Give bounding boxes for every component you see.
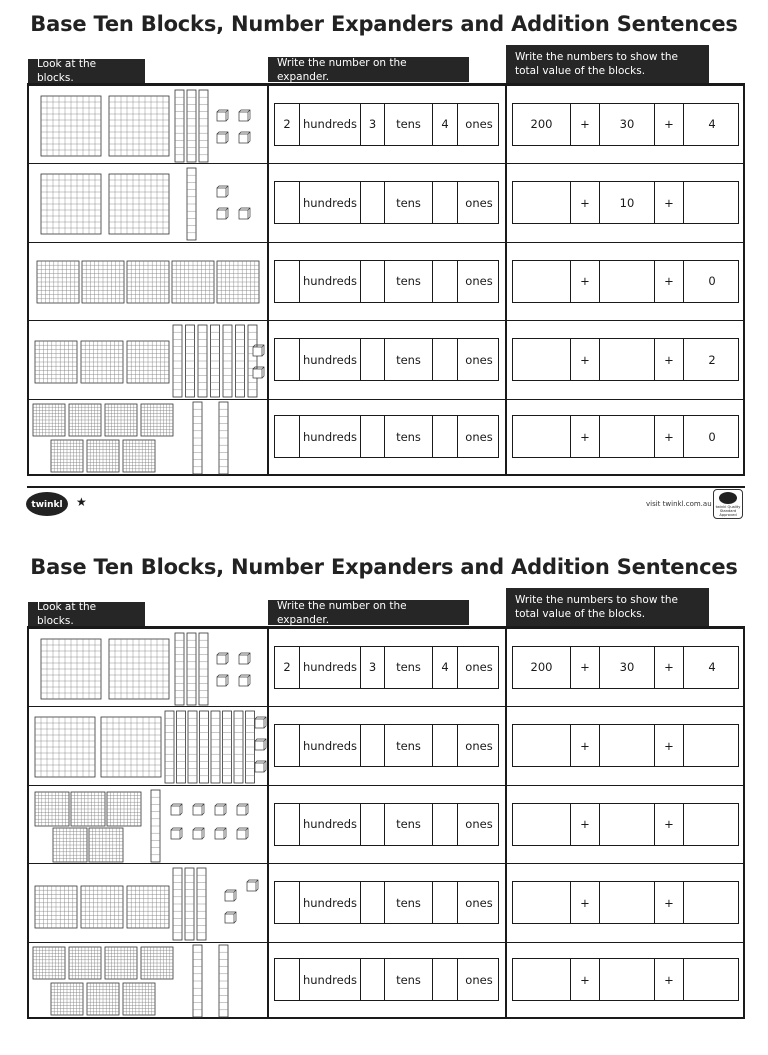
base-ten-blocks [29,943,267,1017]
addition-sentence [512,338,739,381]
addition-sentence [512,803,739,846]
one-cube [193,828,204,839]
ones-digit[interactable] [432,959,457,1000]
ones-label: ones [457,804,500,845]
hundred-flat [51,983,83,1015]
ones-value[interactable]: 4 [683,104,740,145]
hundred-flat [87,983,119,1015]
tens-label: tens [384,647,432,688]
plus-sign: + [654,104,683,145]
hundred-flat [51,440,83,472]
base-ten-blocks [29,164,267,242]
one-cube [225,890,236,901]
ones-value[interactable]: 0 [683,261,740,302]
blocks-drawing [29,243,267,321]
addition-sentence [512,646,739,689]
ones-value[interactable] [683,882,740,923]
ten-rod [199,633,208,705]
one-cube [217,208,228,219]
ones-digit[interactable] [432,882,457,923]
blocks-drawing [29,400,267,475]
one-cube [239,132,250,143]
table-row [29,628,743,706]
tens-label: tens [384,416,432,457]
plus-sign: + [570,882,599,923]
addition-sentence [512,260,739,303]
ten-rod [151,790,160,862]
ten-rod [236,325,245,397]
addition-sentence [512,724,739,767]
hundred-flat [41,639,101,699]
ones-label: ones [457,261,500,302]
table-row [29,320,743,399]
number-expander [274,803,499,846]
hundred-flat [127,261,169,303]
hundreds-digit[interactable] [275,959,299,1000]
ones-label: ones [457,647,500,688]
addition-sentence [512,181,739,224]
ten-rod [173,868,182,940]
hundred-flat [35,341,77,383]
one-cube [247,880,258,891]
blocks-drawing [29,943,267,1018]
ten-rod [186,325,195,397]
one-cube [215,804,226,815]
tens-value[interactable] [599,804,654,845]
ones-label: ones [457,725,500,766]
hundred-flat [217,261,259,303]
one-cube [239,110,250,121]
tens-value[interactable]: 30 [599,647,654,688]
one-cube [255,739,266,750]
ten-rod [197,868,206,940]
hundreds-value[interactable]: 200 [530,117,553,131]
table-row [29,85,743,163]
tens-label: tens [384,104,432,145]
number-expander [274,415,499,458]
svg-text:twinkl: twinkl [31,500,63,510]
base-ten-blocks [29,86,267,163]
ones-value[interactable]: 2 [683,339,740,380]
header-expander: Write the number on the expander. [268,600,469,625]
star-icon: ★ [76,495,87,509]
one-cube [239,208,250,219]
ones-value[interactable]: 4 [683,647,740,688]
one-cube [217,132,228,143]
hundred-flat [127,341,169,383]
ten-rod [199,90,208,162]
base-ten-blocks [29,243,267,320]
tens-digit[interactable] [360,804,384,845]
hundred-flat [53,828,87,862]
tens-label: tens [384,804,432,845]
base-ten-blocks [29,629,267,706]
base-ten-blocks [29,707,267,785]
ones-digit[interactable]: 4 [432,104,457,145]
table-row [29,242,743,320]
one-cube [217,675,228,686]
number-expander [274,646,499,689]
ones-value[interactable]: 0 [683,416,740,457]
plus-sign: + [570,959,599,1000]
table-row [29,942,743,1017]
hundred-flat [82,261,124,303]
hundred-flat [33,947,65,979]
quality-badge: twinkl Quality Standard Approved [713,489,743,519]
ones-label: ones [457,339,500,380]
hundred-flat [35,717,95,777]
hundred-flat [37,261,79,303]
ones-label: ones [457,416,500,457]
ten-rod [187,90,196,162]
hundred-flat [109,639,169,699]
hundred-flat [123,983,155,1015]
plus-sign: + [654,339,683,380]
hundred-flat [41,174,101,234]
page-title: Base Ten Blocks, Number Expanders and Addition Sentences [30,555,738,579]
plus-sign: + [654,416,683,457]
hundreds-value[interactable] [513,725,570,766]
tens-digit[interactable] [360,261,384,302]
ten-rod [187,633,196,705]
plus-sign: + [570,182,599,223]
number-expander [274,724,499,767]
one-cube [239,653,250,664]
ten-rod [219,945,228,1017]
hundreds-label: hundreds [299,416,360,457]
blocks-drawing [29,164,267,243]
one-cube [217,186,228,197]
hundreds-value[interactable] [513,182,570,223]
hundreds-value[interactable] [513,959,570,1000]
ones-label: ones [457,959,500,1000]
tens-digit[interactable] [360,959,384,1000]
header-expander: Write the number on the expander. [268,57,469,82]
header-look: Look at the blocks. [28,602,145,626]
ten-rod [211,711,220,783]
hundred-flat [105,947,137,979]
ones-value[interactable] [683,804,740,845]
one-cube [215,828,226,839]
number-expander [274,103,499,146]
hundreds-label: hundreds [299,647,360,688]
number-expander [274,260,499,303]
tens-value[interactable] [599,725,654,766]
ten-rod [223,711,232,783]
hundreds-value[interactable] [513,261,570,302]
header-look: Look at the blocks. [28,59,145,83]
tens-label: tens [384,182,432,223]
tens-label: tens [384,959,432,1000]
table-row [29,706,743,785]
ten-rod [223,325,232,397]
worksheet-grid [27,83,745,476]
table-row [29,785,743,863]
ten-rod [165,711,174,783]
ten-rod [200,711,209,783]
addition-sentence [512,881,739,924]
worksheet-2 [0,543,768,1055]
ten-rod [193,402,202,474]
hundred-flat [69,404,101,436]
ones-digit[interactable] [432,416,457,457]
number-expander [274,958,499,1001]
hundred-flat [35,886,77,928]
table-row [29,399,743,474]
tens-label: tens [384,725,432,766]
number-expander [274,181,499,224]
tens-label: tens [384,261,432,302]
hundred-flat [87,440,119,472]
hundreds-label: hundreds [299,882,360,923]
tens-digit[interactable] [360,339,384,380]
twinkl-logo [25,490,69,518]
page-title: Base Ten Blocks, Number Expanders and Addition Sentences [30,12,738,36]
tens-digit[interactable] [360,725,384,766]
hundred-flat [105,404,137,436]
tens-value[interactable] [599,261,654,302]
blocks-drawing [29,707,267,786]
hundreds-digit[interactable] [275,804,299,845]
ones-digit[interactable] [432,182,457,223]
hundreds-value[interactable] [513,339,570,380]
hundred-flat [81,886,123,928]
hundreds-label: hundreds [299,804,360,845]
tens-value[interactable] [599,959,654,1000]
hundreds-digit[interactable]: 2 [283,660,291,674]
plus-sign: + [654,261,683,302]
ones-digit[interactable] [432,339,457,380]
one-cube [237,804,248,815]
header-total: Write the numbers to show the total value of the blocks. [506,45,709,83]
hundred-flat [109,174,169,234]
base-ten-blocks [29,400,267,474]
hundreds-digit[interactable] [275,882,299,923]
hundred-flat [101,717,161,777]
ones-digit[interactable] [432,725,457,766]
hundred-flat [141,404,173,436]
hundreds-label: hundreds [299,104,360,145]
one-cube [217,653,228,664]
one-cube [217,110,228,121]
one-cube [255,717,266,728]
tens-value[interactable]: 10 [599,182,654,223]
number-expander [274,881,499,924]
ten-rod [234,711,243,783]
blocks-drawing [29,86,267,164]
hundred-flat [89,828,123,862]
hundred-flat [33,404,65,436]
plus-sign: + [654,882,683,923]
hundreds-label: hundreds [299,261,360,302]
one-cube [171,828,182,839]
ones-label: ones [457,104,500,145]
hundreds-value[interactable] [513,416,570,457]
plus-sign: + [654,182,683,223]
plus-sign: + [570,725,599,766]
ones-digit[interactable] [432,804,457,845]
table-row [29,863,743,942]
tens-value[interactable] [599,416,654,457]
ones-label: ones [457,182,500,223]
tens-label: tens [384,882,432,923]
plus-sign: + [570,416,599,457]
one-cube [171,804,182,815]
plus-sign: + [570,647,599,688]
hundred-flat [35,792,69,826]
ones-digit[interactable]: 4 [432,647,457,688]
one-cube [193,804,204,815]
base-ten-blocks [29,321,267,399]
ten-rod [211,325,220,397]
blocks-drawing [29,629,267,707]
ten-rod [175,90,184,162]
worksheet-1 [0,0,768,517]
hundred-flat [141,947,173,979]
hundreds-digit[interactable] [275,725,299,766]
hundred-flat [127,886,169,928]
ones-digit[interactable] [432,261,457,302]
one-cube [255,761,266,772]
ones-label: ones [457,882,500,923]
hundred-flat [69,947,101,979]
hundreds-value[interactable] [513,804,570,845]
tens-digit[interactable]: 3 [360,104,384,145]
header-total: Write the numbers to show the total value of the blocks. [506,588,709,626]
tens-digit[interactable]: 3 [360,647,384,688]
tens-digit[interactable] [360,416,384,457]
ten-rod [248,325,257,397]
hundreds-digit[interactable] [275,416,299,457]
ones-value[interactable] [683,725,740,766]
one-cube [225,912,236,923]
footer-divider [27,486,745,488]
ten-rod [187,168,196,240]
hundred-flat [172,261,214,303]
hundreds-digit[interactable] [275,261,299,302]
ten-rod [175,633,184,705]
hundred-flat [81,341,123,383]
tens-value[interactable] [599,339,654,380]
ones-value[interactable] [683,182,740,223]
hundreds-label: hundreds [299,182,360,223]
base-ten-blocks [29,864,267,942]
footer-url[interactable]: visit twinkl.com.au [646,500,712,508]
ten-rod [193,945,202,1017]
ones-value[interactable] [683,959,740,1000]
tens-value[interactable]: 30 [599,104,654,145]
hundreds-digit[interactable]: 2 [283,117,291,131]
ten-rod [198,325,207,397]
hundred-flat [41,96,101,156]
hundreds-digit[interactable] [275,339,299,380]
plus-sign: + [654,647,683,688]
tens-label: tens [384,339,432,380]
blocks-drawing [29,321,267,400]
plus-sign: + [654,959,683,1000]
plus-sign: + [570,804,599,845]
plus-sign: + [570,261,599,302]
ten-rod [185,868,194,940]
table-row [29,163,743,242]
number-expander [274,338,499,381]
blocks-drawing [29,786,267,864]
ten-rod [246,711,255,783]
hundred-flat [109,96,169,156]
worksheet-grid [27,626,745,1019]
hundred-flat [123,440,155,472]
tens-value[interactable] [599,882,654,923]
hundreds-value[interactable] [513,882,570,923]
plus-sign: + [570,104,599,145]
hundreds-digit[interactable] [275,182,299,223]
tens-digit[interactable] [360,182,384,223]
base-ten-blocks [29,786,267,863]
one-cube [239,675,250,686]
hundred-flat [107,792,141,826]
hundreds-value[interactable]: 200 [530,660,553,674]
hundreds-label: hundreds [299,725,360,766]
addition-sentence [512,103,739,146]
ten-rod [177,711,186,783]
plus-sign: + [654,725,683,766]
hundred-flat [71,792,105,826]
hundreds-label: hundreds [299,959,360,1000]
ten-rod [188,711,197,783]
tens-digit[interactable] [360,882,384,923]
plus-sign: + [570,339,599,380]
one-cube [237,828,248,839]
hundreds-label: hundreds [299,339,360,380]
ten-rod [219,402,228,474]
addition-sentence [512,415,739,458]
blocks-drawing [29,864,267,943]
ten-rod [173,325,182,397]
plus-sign: + [654,804,683,845]
addition-sentence [512,958,739,1001]
